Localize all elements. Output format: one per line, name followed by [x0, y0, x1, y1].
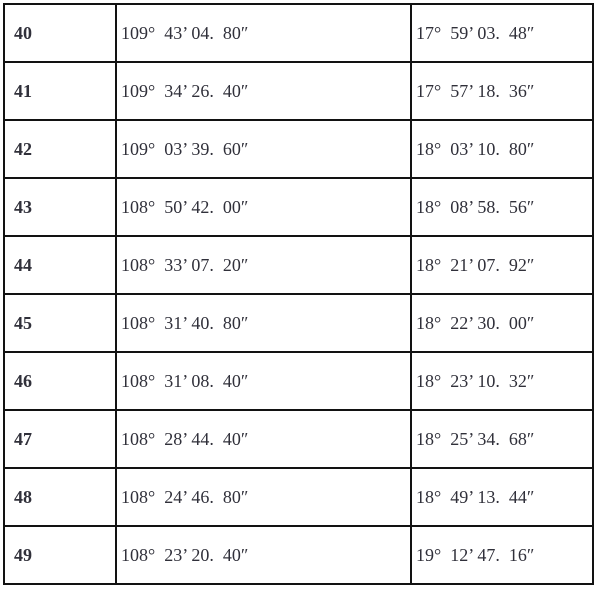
latitude-cell: 18° 22’ 30. 00″ — [411, 294, 593, 352]
table-row — [4, 236, 593, 294]
point-number-cell: 47 — [4, 410, 116, 468]
point-number-cell: 41 — [4, 62, 116, 120]
point-number-cell: 49 — [4, 526, 116, 584]
longitude-cell: 108° 33’ 07. 20″ — [116, 236, 411, 294]
point-number-cell: 46 — [4, 352, 116, 410]
longitude-cell: 108° 50’ 42. 00″ — [116, 178, 411, 236]
table-row — [4, 294, 593, 352]
table-row — [4, 526, 593, 584]
table-row — [4, 410, 593, 468]
point-number-cell: 43 — [4, 178, 116, 236]
longitude-cell: 108° 28’ 44. 40″ — [116, 410, 411, 468]
longitude-cell: 109° 43’ 04. 80″ — [116, 4, 411, 62]
longitude-cell: 109° 03’ 39. 60″ — [116, 120, 411, 178]
point-number-cell: 45 — [4, 294, 116, 352]
latitude-cell: 18° 08’ 58. 56″ — [411, 178, 593, 236]
latitude-cell: 17° 57’ 18. 36″ — [411, 62, 593, 120]
point-number-cell: 44 — [4, 236, 116, 294]
latitude-cell: 19° 12’ 47. 16″ — [411, 526, 593, 584]
latitude-cell: 17° 59’ 03. 48″ — [411, 4, 593, 62]
latitude-cell: 18° 25’ 34. 68″ — [411, 410, 593, 468]
table-row — [4, 352, 593, 410]
point-number-cell: 42 — [4, 120, 116, 178]
point-number-cell: 48 — [4, 468, 116, 526]
longitude-cell: 109° 34’ 26. 40″ — [116, 62, 411, 120]
table-row — [4, 4, 593, 62]
latitude-cell: 18° 03’ 10. 80″ — [411, 120, 593, 178]
latitude-cell: 18° 23’ 10. 32″ — [411, 352, 593, 410]
table-row — [4, 178, 593, 236]
latitude-cell: 18° 21’ 07. 92″ — [411, 236, 593, 294]
table-row — [4, 62, 593, 120]
coordinates-table — [3, 3, 594, 585]
longitude-cell: 108° 23’ 20. 40″ — [116, 526, 411, 584]
point-number-cell: 40 — [4, 4, 116, 62]
table-row — [4, 468, 593, 526]
longitude-cell: 108° 31’ 08. 40″ — [116, 352, 411, 410]
longitude-cell: 108° 24’ 46. 80″ — [116, 468, 411, 526]
latitude-cell: 18° 49’ 13. 44″ — [411, 468, 593, 526]
table-row — [4, 120, 593, 178]
longitude-cell: 108° 31’ 40. 80″ — [116, 294, 411, 352]
